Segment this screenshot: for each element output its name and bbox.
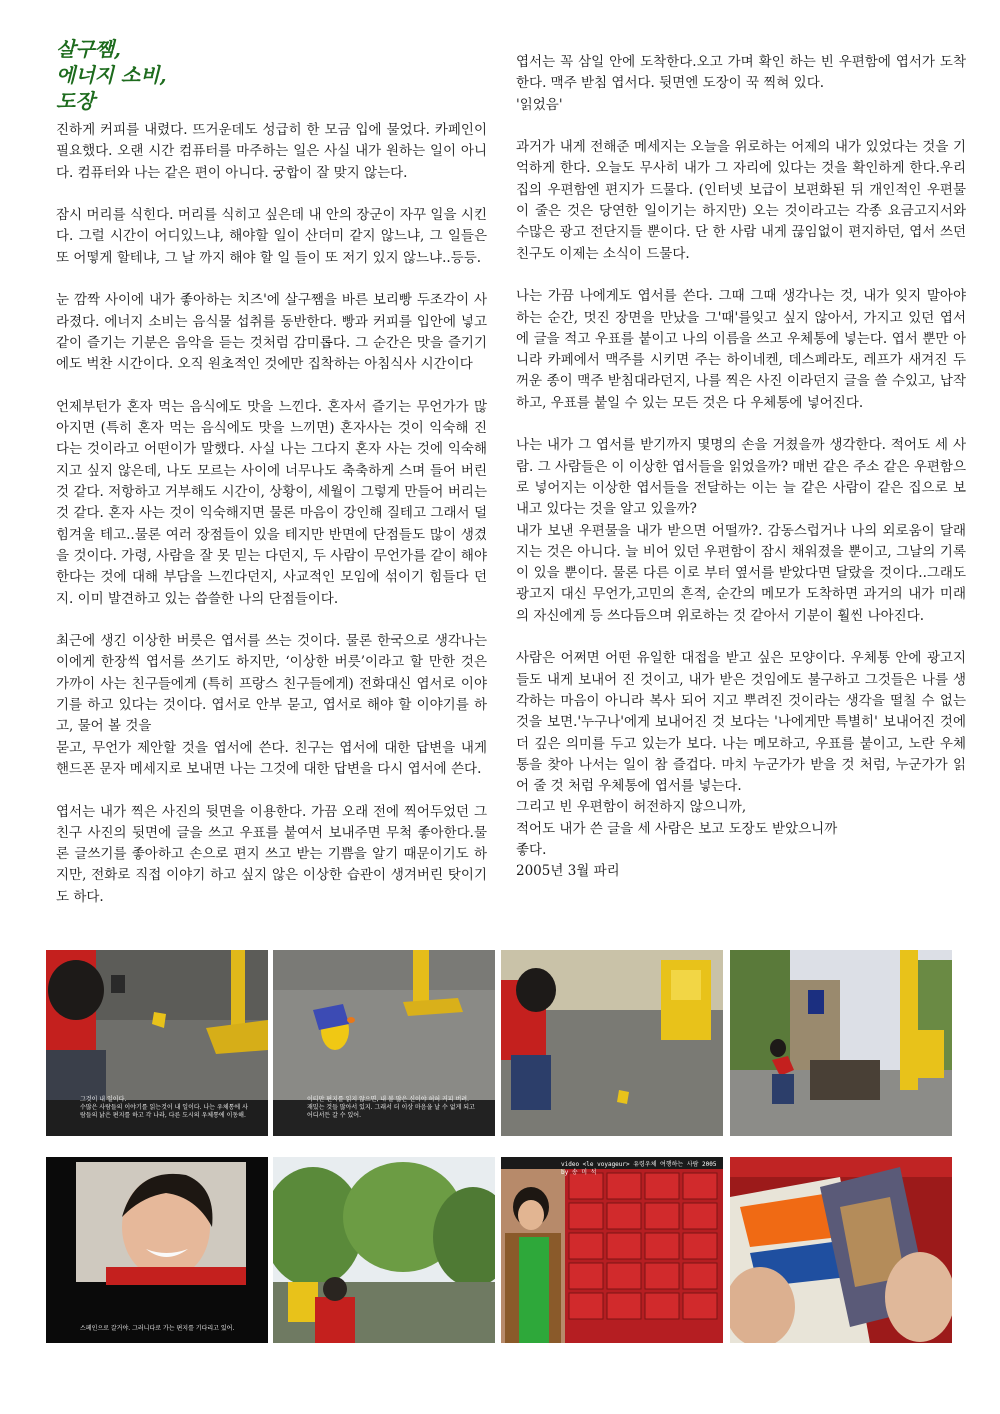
- photo-woman-at-red-mailboxes: [501, 1157, 723, 1343]
- paragraph: 나는 내가 그 엽서를 받기까지 몇명의 손을 거쳤을까 생각한다. 적어도 세 사람. 그 사람들은 이 이상한 엽서들을 읽었을까? 매번 같은 주소 같은 우편함으로 넣어지는 이상한 엽서들을 전달하는 이는 늘 같은 사람이 같은 집으로 보내고 있다는 것을 알고 있을까? 내가 보낸 우편물을 내가 받으면 어떨까?. 감동스럽거나 나의 외로움이 달래지는 것은 아니다. 늘 비어 있던 우편함이 잠시 채워졌을 뿐이고, 그날의 기록이 있을 뿐이다. 물론 다른 이로 부터 옆서를 받았다면 달랐을 것이다..그래도 광고지 대신 무언가,고민의 흔적, 순간의 메모가 도착하면 과거의 내가 미래의 자신에게 등 쓰다듬으며 위로하는 것 같아서 기분이 훨씬 나아진다.: [516, 437, 966, 624]
- article-title: [56, 36, 476, 114]
- paragraph: 엽서는 꼭 삼일 안에 도착한다.오고 가며 확인 하는 빈 우편함에 엽서가 도착한다. 맥주 받침 엽서다. 뒷면엔 도장이 꾹 찍혀 있다. '읽었음': [516, 54, 966, 113]
- title-line-3: 도장: [56, 89, 95, 113]
- paragraph: 나는 가끔 나에게도 엽서를 쓴다. 그때 그때 생각나는 것, 내가 잊지 말아야 하는 순간, 멋진 장면을 만났을 그'때'를잊고 싶지 않아서, 가지고 있던 엽서에 글을 적고 우표를 붙이고 나의 이름을 쓰고 우체통에 넣는다. 엽서 뿐만 아니라 카페에서 맥주를 시키면 주는 하이네켄, 데스페라도, 레프가 새겨진 두꺼운 종이 맥주 받침대라던지, 나를 찍은 사진 이라던지 글을 쓸 수있고, 납작하고, 우표를 붙일 수 있는 모든 것은 다 우체통에 넣어진다.: [516, 288, 966, 411]
- photo-image: [501, 950, 723, 1136]
- photo-image: [730, 1157, 952, 1343]
- paragraph: 눈 깜짝 사이에 내가 좋아하는 치즈'에 살구쨈을 바른 보리빵 두조각이 사라졌다. 에너지 소비는 음식물 섭취를 동반한다. 빵과 커피를 입안에 넣고 같이 즐기는 기분은 음악을 듣는 것처럼 감미롭다. 그 순간은 맛을 즐기기에도 벅찬 시간이다. 오직 원초적인 것에만 집착하는 아침식사 시간이다: [56, 292, 487, 373]
- photo-woman-picking-up-near-metro: [730, 950, 952, 1136]
- photo-caption: 이티만 편지를 읽지 않으면, 내 볼 많은 신이야 허허 커피 버려. 재밌는 것들 많아서 있지. 그래서 더 이상 마음을 날 수 없게 되고 어디서든 갈 수 있어.: [307, 1096, 475, 1119]
- photo-woman-crouching-by-post: [46, 950, 268, 1136]
- photo-image: [273, 1157, 495, 1343]
- paragraph: 사람은 어쩌면 어떤 유일한 대접을 받고 싶은 모양이다. 우체통 안에 광고지들도 내게 보내어 진 것이고, 내가 받은 것임에도 불구하고 그것들은 나를 생각하는 마음이 아니라 복사 되어 지고 뿌려진 것이라는 생각을 떨칠 수 없는 것을 보면.'누구나'에게 보내어진 것 보다는 '나에게만 특별히' 보내어진 것에 더 깊은 의미를 두고 있는가 보다. 나는 메모하고, 우표를 붙이고, 노란 우체통을 찾아 나서는 일이 참 즐겁다. 마치 누군가가 받을 것 처럼, 누군가가 읽어 줄 것 처럼 우체통에 엽서를 넣는다. 그리고 빈 우편함이 허전하지 않으니까, 적어도 내가 쓴 글을 세 사람은 보고 도장도 받았으니까 좋다. 2005년 3월 파리: [516, 650, 966, 880]
- photo-caption: 그것이 내 일이다. 수많은 사람들의 이야기를 읽는것이 내 일이다. 나는 우체통에 사람들의 낡은 편지를 하고 각 나라, 다른 도시의 우체통에 이동해.: [80, 1096, 248, 1119]
- paragraph: 최근에 생긴 이상한 버릇은 엽서를 쓰는 것이다. 물론 한국으로 생각나는 이에게 한장씩 엽서를 쓰기도 하지만, ‘이상한 버릇’이라고 할 만한 것은 가까이 사는 친구들에게 (특히 프랑스 친구들에게) 전화대신 엽서로 이야기를 하고 있다는 것이다. 엽서로 안부 묻고, 엽서로 해야 할 이야기를 하고, 물어 볼 것을 묻고, 무언가 제안할 것을 엽서에 쓴다. 친구는 엽서에 대한 답변을 내게 핸드폰 문자 메세지로 보내면 나는 그것에 대한 답변을 다시 엽서에 쓴다.: [56, 633, 487, 777]
- right-text-column: [516, 52, 966, 904]
- video-credit-caption: video <le voyageur> 유령우체 여행하는 사람 2005 by 송 미 석: [561, 1161, 717, 1176]
- photo-strip-top: [46, 950, 952, 1136]
- paragraph: 진하게 커피를 내렸다. 뜨거운데도 성급히 한 모금 입에 물었다. 카페인이 필요했다. 오랜 시간 컴퓨터를 마주하는 일은 사실 내가 원하는 일이 아니다. 컴퓨터와 나는 같은 편이 아니다. 궁합이 잘 맞지 않는다.: [56, 122, 487, 181]
- photo-woman-facing-yellow-mailbox-in-park: [273, 1157, 495, 1343]
- photo-caption: 스페인으로 갈거야. 그러니다로 가는 편지를 기다리고 있어.: [80, 1325, 235, 1332]
- photo-image: [46, 1157, 268, 1343]
- paragraph: 잠시 머리를 식힌다. 머리를 식히고 싶은데 내 안의 장군이 자꾸 일을 시킨다. 그럴 시간이 어디있느냐, 해야할 일이 산더미 같지 않느냐, 그 일들은 또 어떻게 할테냐, 그 날 까지 해야 할 일 들이 또 저기 있지 않느냐..등등.: [56, 207, 487, 266]
- photo-smiling-face-closeup: [46, 1157, 268, 1343]
- photo-duck-postcard-on-pavement: [273, 950, 495, 1136]
- photo-hands-holding-postcards: [730, 1157, 952, 1343]
- paragraph: 엽서는 내가 찍은 사진의 뒷면을 이용한다. 가끔 오래 전에 찍어두었던 그 친구 사진의 뒷면에 글을 쓰고 우표를 붙여서 보내주면 무척 좋아한다.물론 글쓰기를 좋아하고 손으로 편지 쓰고 받는 기쁨을 알기 때문이기도 하지만, 전화로 직접 이야기 하고 싶지 않은 이상한 습관이 생겨버린 탓이기도 하다.: [56, 803, 487, 905]
- photo-woman-reading-by-mailbox: [501, 950, 723, 1136]
- photo-strip-bottom: [46, 1157, 952, 1343]
- left-text-column: [56, 120, 487, 929]
- photo-image: [501, 1157, 723, 1343]
- title-line-1: 살구쨈,: [56, 37, 121, 61]
- paragraph: 과거가 내게 전해준 메세지는 오늘을 위로하는 어제의 내가 있었다는 것을 기억하게 한다. 오늘도 무사히 내가 그 자리에 있다는 것을 확인하게 한다.우리집의 우편함엔 편지가 드물다. (인터넷 보급이 보편화된 뒤 개인적인 우편물이 줄은 것은 당연한 일이기는 하지만) 오는 것이라고는 각종 요금고지서와 수많은 광고 전단지들 뿐이다. 단 한 사람 내게 끊임없이 편지하던, 엽서 쓰던 친구도 이제는 소식이 드물다.: [516, 139, 966, 262]
- title-line-2: 에너지 소비,: [56, 63, 167, 87]
- photo-image: [730, 950, 952, 1136]
- paragraph: 언제부턴가 혼자 먹는 음식에도 맛을 느낀다. 혼자서 즐기는 무언가가 많아지면 (특히 혼자 먹는 음식에도 맛을 느끼면) 혼자사는 것이 익숙해 진다는 것이라고 어떤이가 말했다. 사실 나는 그다지 혼자 사는 것에 익숙해지고 싶지 않은데, 나도 모르는 사이에 너무나도 축축하게 스며 들어 버린 것 같다. 저항하고 거부해도 시간이, 상황이, 세월이 그렇게 만들어 버리는 것 같다. 혼자 사는 것이 익숙해지면 물론 마음이 강인해 질테고 그래서 덜 힘겨울 테고..물론 여러 장점들이 있을 테지만 반면에 단점들도 많이 생겼을 것이다. 가령, 사람을 잘 못 믿는 다던지, 두 사람이 무언가를 같이 해야한다는 것에 대해 부담을 느낀다던지, 사교적인 모임에 섞이기 힘들다 던지. 이미 발견하고 있는 씁쓸한 나의 단점들이다.: [56, 398, 487, 607]
